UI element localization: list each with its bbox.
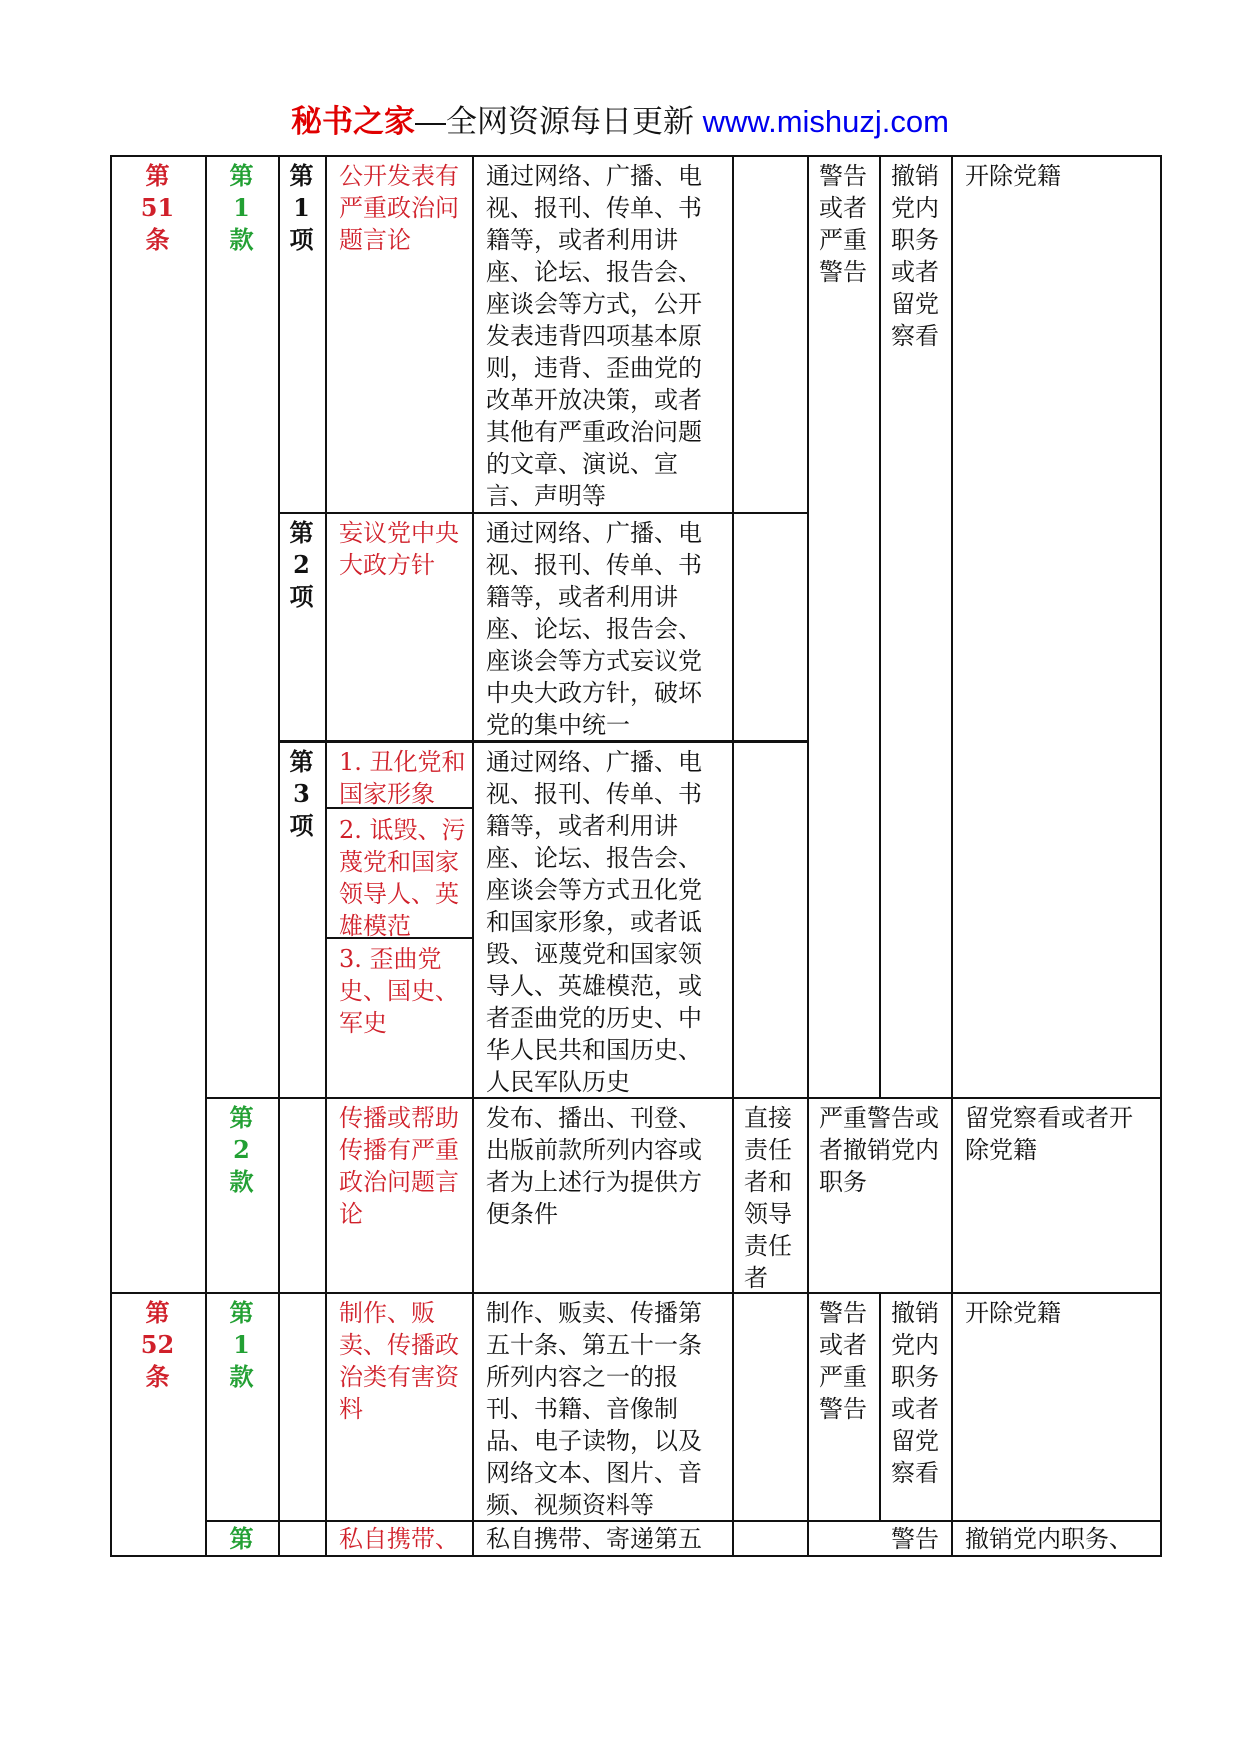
violation-subitem: 雄模范 — [339, 912, 411, 940]
penalty-severe: 留党察看或者开 — [965, 1104, 1133, 1132]
column-divider — [879, 1292, 881, 1520]
violation-name: 卖、传播政 — [339, 1331, 459, 1359]
penalty-intermediate: 职务 — [819, 1168, 867, 1196]
violation-description: 通过网络、广播、电 — [486, 162, 702, 190]
violation-subitem: 蔑党和国家 — [339, 848, 459, 876]
penalty-intermediate: 警告 — [891, 1525, 939, 1553]
violation-name: 治类有害资 — [339, 1363, 459, 1391]
column-divider — [472, 155, 474, 1555]
violation-description: 通过网络、广播、电 — [486, 519, 702, 547]
violation-description: 便条件 — [486, 1200, 558, 1228]
violation-subitem: 国家形象 — [339, 780, 435, 808]
responsible-party: 者和 — [744, 1168, 792, 1196]
violation-description: 网络文本、图片、音 — [486, 1459, 702, 1487]
clause-label: 款 — [229, 1167, 254, 1196]
item-label: 2 — [293, 550, 310, 579]
article-label: 条 — [145, 1362, 170, 1391]
penalty-intermediate: 职务 — [891, 226, 939, 254]
row-divider — [205, 1520, 1160, 1522]
violation-description: 毁、诬蔑党和国家领 — [486, 940, 702, 968]
violation-subitem: 史、国史、 — [339, 977, 459, 1005]
article-label: 第 — [145, 1298, 170, 1327]
violation-description: 华人民共和国历史、 — [486, 1036, 702, 1064]
site-url-link[interactable]: www.mishuzj.com — [702, 104, 949, 139]
clause-label: 2 — [233, 1135, 250, 1164]
item-label: 项 — [289, 582, 314, 611]
violation-description: 座、论坛、报告会、 — [486, 615, 702, 643]
violation-name: 题言论 — [339, 226, 411, 254]
penalty-intermediate: 留党 — [891, 290, 939, 318]
column-divider — [807, 155, 809, 1555]
penalty-warning: 警告 — [819, 1395, 867, 1423]
responsible-party: 领导 — [744, 1200, 792, 1228]
violation-name: 论 — [339, 1200, 363, 1228]
clause-label: 第 — [229, 161, 254, 190]
clause-label: 1 — [233, 193, 250, 222]
violation-description: 座、论坛、报告会、 — [486, 844, 702, 872]
penalty-warning: 严重 — [819, 1363, 867, 1391]
violation-name: 私自携带、 — [339, 1525, 459, 1553]
violation-name: 公开发表有 — [339, 162, 459, 190]
document-header — [0, 102, 1240, 142]
clause-label: 款 — [229, 1362, 254, 1391]
item-label: 第 — [289, 747, 314, 776]
penalty-warning: 警告 — [819, 162, 867, 190]
violation-description: 党的集中统一 — [486, 711, 630, 739]
violation-description: 者为上述行为提供方 — [486, 1168, 702, 1196]
violation-description: 出版前款所列内容或 — [486, 1136, 702, 1164]
violation-description: 五十条、第五十一条 — [486, 1331, 702, 1359]
violation-subitem: 军史 — [339, 1009, 387, 1037]
clause-label: 第 — [229, 1298, 254, 1327]
item-label: 3 — [293, 779, 310, 808]
violation-description: 其他有严重政治问题 — [486, 418, 702, 446]
violation-name: 传播有严重 — [339, 1136, 459, 1164]
violation-description: 视、报刊、传单、书 — [486, 780, 702, 808]
violation-name: 传播或帮助 — [339, 1104, 459, 1132]
penalty-intermediate: 察看 — [891, 1459, 939, 1487]
responsible-party: 责任 — [744, 1232, 792, 1260]
violation-description: 座谈会等方式妄议党 — [486, 647, 702, 675]
penalty-warning: 或者 — [819, 194, 867, 222]
violation-name: 严重政治问 — [339, 194, 459, 222]
penalty-intermediate: 或者 — [891, 258, 939, 286]
penalty-severe: 除党籍 — [965, 1136, 1037, 1164]
row-divider — [278, 512, 807, 514]
header-slogan: —全网资源每日更新 — [415, 104, 695, 139]
violation-description: 频、视频资料等 — [486, 1491, 654, 1519]
violation-description: 改革开放决策，或者 — [486, 386, 702, 414]
penalty-intermediate: 留党 — [891, 1427, 939, 1455]
penalty-warning: 严重 — [819, 226, 867, 254]
violation-description: 则，违背、歪曲党的 — [486, 354, 702, 382]
penalty-severe: 撤销党内职务、 — [965, 1525, 1133, 1553]
violation-description: 籍等，或者利用讲 — [486, 226, 678, 254]
column-divider — [951, 155, 953, 1555]
violation-description: 者歪曲党的历史、中 — [486, 1004, 702, 1032]
responsible-party: 直接 — [744, 1104, 792, 1132]
clause-label: 第 — [229, 1103, 254, 1132]
violation-name: 政治问题言 — [339, 1168, 459, 1196]
penalty-intermediate: 或者 — [891, 1395, 939, 1423]
violation-description: 的文章、演说、宣 — [486, 450, 678, 478]
penalty-warning: 警告 — [819, 1299, 867, 1327]
clause-label: 款 — [229, 225, 254, 254]
violation-subitem: 2. 诋毁、污 — [339, 816, 466, 844]
violation-name: 料 — [339, 1395, 363, 1423]
violation-description: 座谈会等方式，公开 — [486, 290, 702, 318]
penalty-intermediate: 党内 — [891, 194, 939, 222]
violation-description: 发布、播出、刊登、 — [486, 1104, 702, 1132]
responsible-party: 责任 — [744, 1136, 792, 1164]
column-divider — [325, 155, 327, 1555]
violation-description: 发表违背四项基本原 — [486, 322, 702, 350]
penalty-intermediate: 党内 — [891, 1331, 939, 1359]
penalty-severe: 开除党籍 — [965, 1299, 1061, 1327]
violation-subitem: 领导人、英 — [339, 880, 459, 908]
article-label: 条 — [145, 225, 170, 254]
violation-description: 视、报刊、传单、书 — [486, 194, 702, 222]
violation-description: 人民军队历史 — [486, 1068, 630, 1096]
column-divider — [879, 155, 881, 1097]
penalty-warning: 警告 — [819, 258, 867, 286]
article-label: 52 — [140, 1330, 175, 1359]
row-divider — [205, 1097, 1160, 1099]
violation-description: 制作、贩卖、传播第 — [486, 1299, 702, 1327]
violation-subitem: 3. 歪曲党 — [339, 945, 442, 973]
item-label: 第 — [289, 518, 314, 547]
penalty-severe: 开除党籍 — [965, 162, 1061, 190]
penalty-intermediate: 撤销 — [891, 162, 939, 190]
violation-description: 刊、书籍、音像制 — [486, 1395, 678, 1423]
violation-description: 通过网络、广播、电 — [486, 748, 702, 776]
violation-description: 私自携带、寄递第五 — [486, 1525, 702, 1553]
violation-name: 妄议党中央 — [339, 519, 459, 547]
violation-description: 座、论坛、报告会、 — [486, 258, 702, 286]
violation-description: 品、电子读物，以及 — [486, 1427, 702, 1455]
violation-description: 中央大政方针，破坏 — [486, 679, 702, 707]
violation-subitem: 1. 丑化党和 — [339, 748, 466, 776]
violation-description: 视、报刊、传单、书 — [486, 551, 702, 579]
column-divider — [278, 155, 280, 1555]
violation-name: 制作、贩 — [339, 1299, 435, 1327]
item-label: 项 — [289, 811, 314, 840]
penalty-intermediate: 察看 — [891, 322, 939, 350]
clause-label: 第 — [229, 1524, 254, 1553]
violation-description: 和国家形象，或者诋 — [486, 908, 702, 936]
item-label: 1 — [293, 193, 310, 222]
violation-description: 所列内容之一的报 — [486, 1363, 678, 1391]
violation-description: 座谈会等方式丑化党 — [486, 876, 702, 904]
item-label: 项 — [289, 225, 314, 254]
article-label: 51 — [140, 193, 175, 222]
responsible-party: 者 — [744, 1264, 768, 1292]
row-divider — [110, 1292, 1160, 1294]
violation-description: 言、声明等 — [486, 482, 606, 510]
penalty-intermediate: 者撤销党内 — [819, 1136, 939, 1164]
column-divider — [732, 155, 734, 1555]
violation-description: 籍等，或者利用讲 — [486, 583, 678, 611]
penalty-intermediate: 职务 — [891, 1363, 939, 1391]
penalty-intermediate: 撤销 — [891, 1299, 939, 1327]
item-label: 第 — [289, 161, 314, 190]
violation-name: 大政方针 — [339, 551, 435, 579]
penalty-warning: 或者 — [819, 1331, 867, 1359]
violation-description: 籍等，或者利用讲 — [486, 812, 678, 840]
penalty-intermediate: 严重警告或 — [819, 1104, 939, 1132]
violation-description: 导人、英雄模范，或 — [486, 972, 702, 1000]
clause-label: 1 — [233, 1330, 250, 1359]
brand-name: 秘书之家 — [291, 104, 416, 139]
article-label: 第 — [145, 161, 170, 190]
